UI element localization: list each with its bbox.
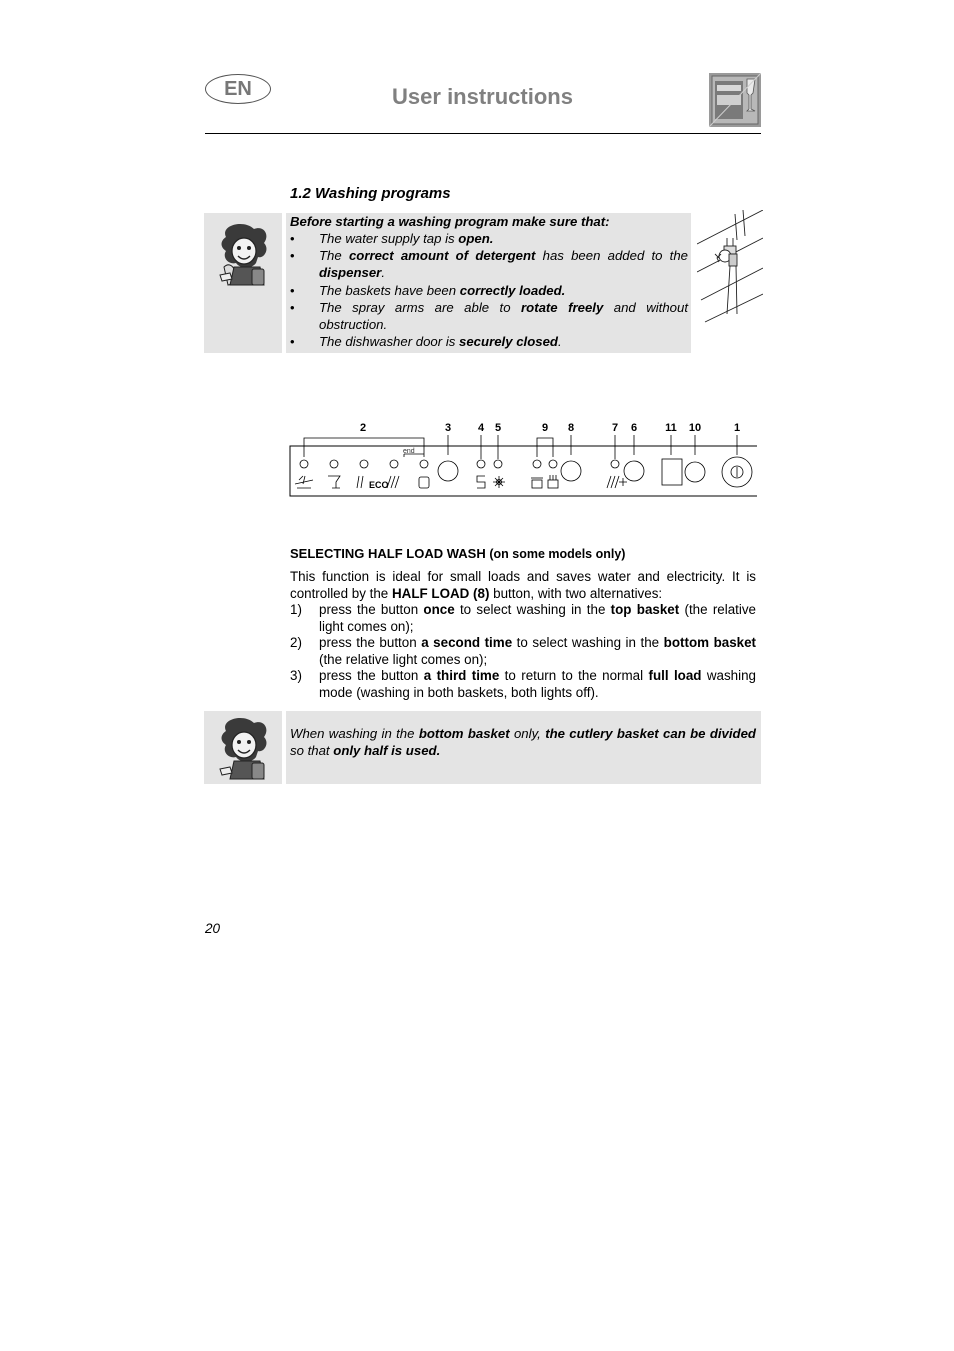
callout-7: 7 xyxy=(611,422,619,434)
bullet-icon: • xyxy=(290,334,295,349)
checklist-item: The baskets have been correctly loaded. xyxy=(319,283,566,298)
control-panel-diagram xyxy=(287,418,757,500)
callout-2: 2 xyxy=(359,422,367,434)
water-tap-illustration xyxy=(697,210,763,324)
step-item: press the button a third time to return to the normal full load washing mode (washing in both baskets, both lights off). xyxy=(319,668,757,700)
step-number: 2) xyxy=(290,635,302,650)
step-number: 3) xyxy=(290,668,302,683)
callout-1: 1 xyxy=(733,422,741,434)
checklist-item: The water supply tap is open. xyxy=(319,231,494,246)
language-badge: EN xyxy=(205,74,271,104)
intro-paragraph: This function is ideal for small loads and saves water and electricity. It is controlled by the HALF LOAD (8) button, with two alternatives: xyxy=(290,569,756,601)
step-number: 1) xyxy=(290,602,302,617)
section-title: 1.2 Washing programs xyxy=(290,185,451,202)
step-item: press the button once to select washing in the top basket (the relative light comes on); xyxy=(319,602,756,634)
checklist-item: The dishwasher door is securely closed. xyxy=(319,334,562,349)
svg-text:ECO: ECO xyxy=(369,480,389,490)
note-icon-panel xyxy=(204,213,282,353)
note-icon-panel xyxy=(204,711,282,784)
callout-10: 10 xyxy=(688,422,702,434)
bullet-icon: • xyxy=(290,231,295,246)
half-load-heading: SELECTING HALF LOAD WASH (on some models only) xyxy=(290,546,626,561)
bullet-icon: • xyxy=(290,300,295,315)
checklist-item: The correct amount of detergent has been added to the dispenser. xyxy=(319,248,689,280)
callout-5: 5 xyxy=(494,422,502,434)
checklist-title: Before starting a washing program make sure that: xyxy=(290,214,610,229)
mascot-icon xyxy=(204,213,282,353)
checklist-item: The spray arms are able to rotate freely and without obstruction. xyxy=(319,300,688,332)
page-title: User instructions xyxy=(392,84,573,109)
end-label: end xyxy=(403,448,415,455)
bullet-icon: • xyxy=(290,283,295,298)
note-text: When washing in the bottom basket only, the cutlery basket can be divided so that only half is used. xyxy=(290,726,756,758)
callout-8: 8 xyxy=(567,422,575,434)
callout-4: 4 xyxy=(477,422,485,434)
callout-6: 6 xyxy=(630,422,638,434)
header-divider xyxy=(205,133,761,134)
mascot-icon xyxy=(204,711,282,784)
bullet-icon: • xyxy=(290,248,295,263)
callout-3: 3 xyxy=(444,422,452,434)
dishwasher-logo-icon xyxy=(709,73,761,127)
step-item: press the button a second time to select washing in the bottom basket (the relative light comes on); xyxy=(319,635,756,667)
callout-11: 11 xyxy=(665,422,677,434)
page-number: 20 xyxy=(205,921,221,936)
callout-9: 9 xyxy=(541,422,549,434)
